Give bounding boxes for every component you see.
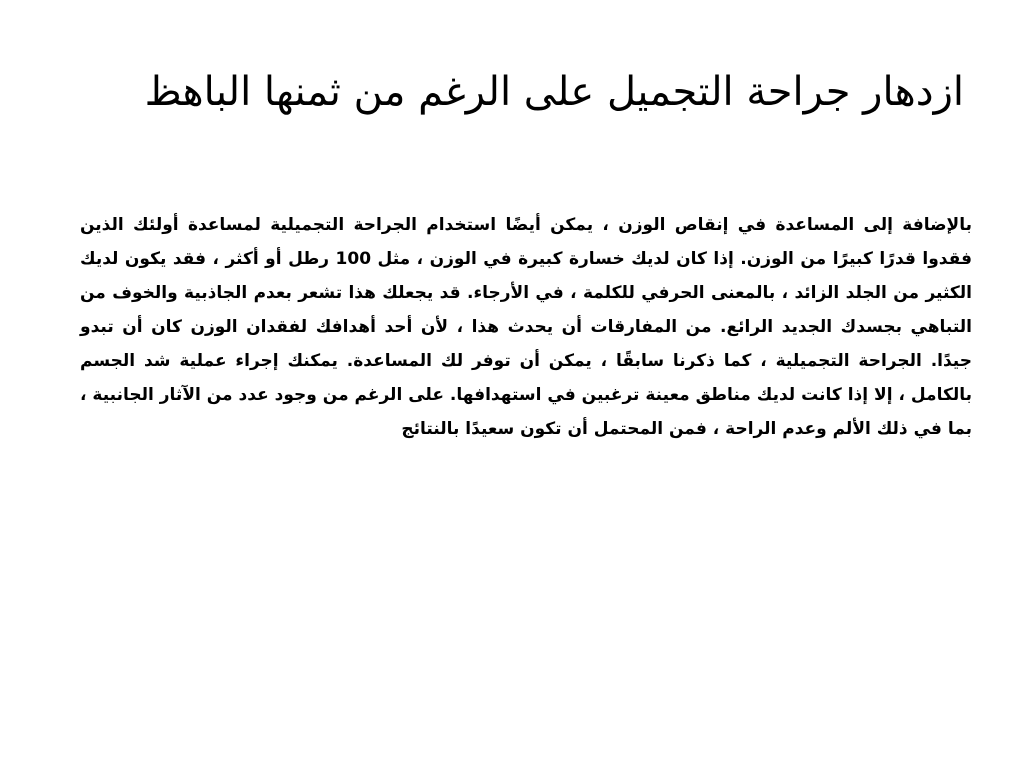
slide-title: ازدهار جراحة التجميل على الرغم من ثمنها الباهظ	[144, 69, 964, 115]
slide-body-text: بالإضافة إلى المساعدة في إنقاص الوزن ، يمكن أيضًا استخدام الجراحة التجميلية لمساعدة أولئك الذين فقدوا قدرًا كبيرًا من الوزن. إذا كان لديك خسارة كبيرة في الوزن ، مثل 100 رطل أو أكثر ، فقد يكون لديك الكثير من الجلد الزائد ، بالمعنى الحرفي للكلمة ، في الأرجاء. قد يجعلك هذا تشعر بعدم الجاذبية والخوف من التباهي بجسدك الجديد الرائع. من المفارقات أن يحدث هذا ، لأن أحد أهدافك لفقدان الوزن كان أن تبدو جيدًا. الجراحة التجميلية ، كما ذكرنا سابقًا ، يمكن أن توفر لك المساعدة. يمكنك إجراء عملية شد الجسم بالكامل ، إلا إذا كانت لديك مناطق معينة ترغبين في استهدافها. على الرغم من وجود عدد من الآثار الجانبية ، بما في ذلك الألم وعدم الراحة ، فمن المحتمل أن تكون سعيدًا بالنتائج	[80, 215, 972, 439]
